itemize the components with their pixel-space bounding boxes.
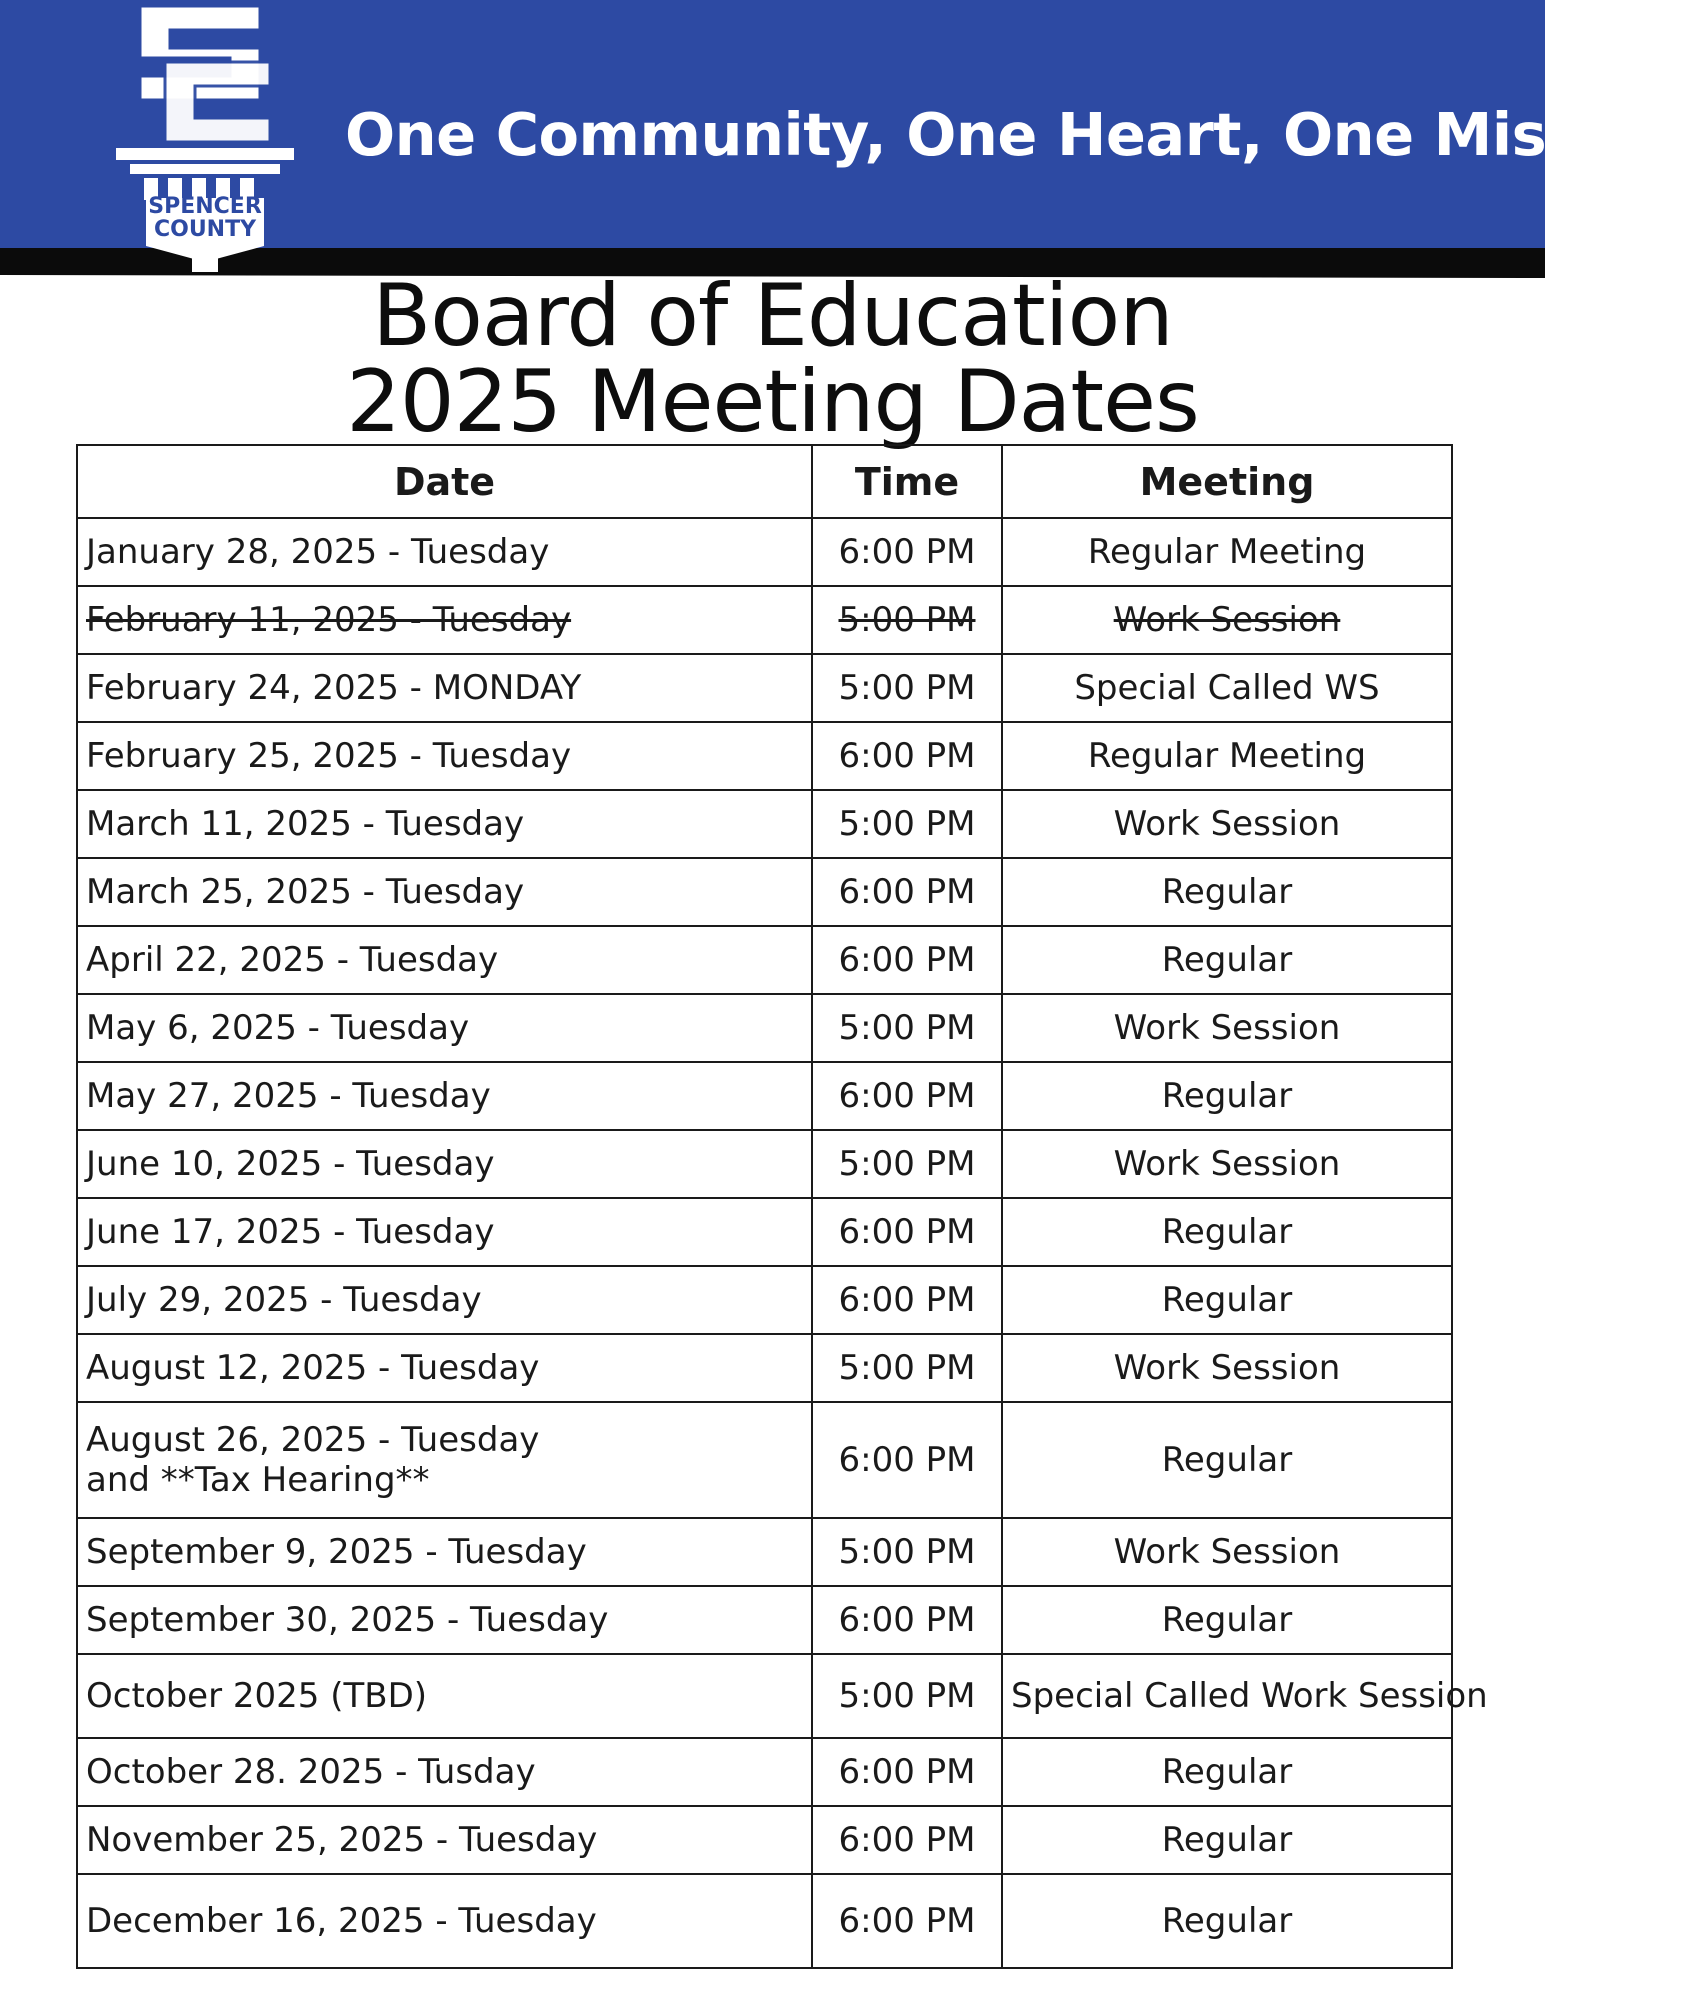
- date-text: September 9, 2025 - Tuesday: [86, 1532, 587, 1572]
- table-row: [77, 1586, 1452, 1654]
- slogan: One Community, One Heart, One Mission: [345, 100, 1682, 169]
- date-text: April 22, 2025 - Tuesday: [86, 940, 499, 980]
- meeting-type-text: Work Session: [1113, 1348, 1341, 1388]
- meeting-type-text: Work Session: [1113, 1144, 1341, 1184]
- meeting-type-text: Work Session: [1113, 600, 1341, 640]
- time-text: 6:00 PM: [838, 1440, 976, 1480]
- time-text: 6:00 PM: [838, 1076, 976, 1116]
- meeting-type-text: Regular: [1161, 1212, 1293, 1252]
- meeting-cell: [1002, 1518, 1452, 1586]
- time-text: 6:00 PM: [838, 872, 976, 912]
- table-row: [77, 1874, 1452, 1968]
- meeting-cell: [1002, 1654, 1488, 1738]
- meeting-type-text: Regular: [1161, 940, 1293, 980]
- meeting-type-text: Regular Meeting: [1087, 736, 1367, 776]
- meeting-type-text: Regular: [1161, 1820, 1293, 1860]
- date-cell: [77, 1518, 812, 1586]
- time-cell: [812, 1518, 1002, 1586]
- date-text: June 17, 2025 - Tuesday: [86, 1212, 495, 1252]
- date-cell: [77, 1062, 812, 1130]
- time-text: 5:00 PM: [838, 1144, 976, 1184]
- spencer-county-logo: [110, 0, 300, 275]
- time-cell: [812, 1738, 1002, 1806]
- time-cell: [812, 586, 1002, 654]
- table-row: [77, 1738, 1452, 1806]
- time-text: 6:00 PM: [838, 1901, 976, 1941]
- time-text: 5:00 PM: [838, 1008, 976, 1048]
- time-text: 6:00 PM: [838, 736, 976, 776]
- meeting-type-text: Regular: [1161, 1752, 1293, 1792]
- meeting-cell: [1002, 1266, 1452, 1334]
- date-cell: [77, 1266, 812, 1334]
- date-text: February 11, 2025 - Tuesday: [86, 600, 572, 640]
- date-cell: [77, 1654, 812, 1738]
- date-text: February 24, 2025 - MONDAY: [86, 668, 582, 708]
- time-cell: [812, 1654, 1002, 1738]
- table-row: [77, 1130, 1452, 1198]
- time-text: 5:00 PM: [838, 804, 976, 844]
- meeting-cell: [1002, 1062, 1452, 1130]
- logo-name-line2: COUNTY: [153, 217, 257, 242]
- meeting-type-text: Regular: [1161, 1280, 1293, 1320]
- meeting-cell: [1002, 790, 1452, 858]
- table-row: [77, 586, 1452, 654]
- meeting-cell: [1002, 1874, 1452, 1968]
- page-title-line1: Board of Education: [372, 266, 1173, 366]
- date-cell: [77, 1874, 812, 1968]
- date-text: May 27, 2025 - Tuesday: [86, 1076, 491, 1116]
- date-text: February 25, 2025 - Tuesday: [86, 736, 572, 776]
- meeting-cell: [1002, 926, 1452, 994]
- time-cell: [812, 1198, 1002, 1266]
- table-row: [77, 1266, 1452, 1334]
- table-header-row: [77, 445, 1452, 518]
- date-text: June 10, 2025 - Tuesday: [86, 1144, 495, 1184]
- date-text: March 25, 2025 - Tuesday: [86, 872, 525, 912]
- meeting-type-text: Regular: [1161, 1901, 1293, 1941]
- time-text: 6:00 PM: [838, 940, 976, 980]
- time-cell: [812, 654, 1002, 722]
- time-cell: [812, 1062, 1002, 1130]
- time-cell: [812, 1806, 1002, 1874]
- date-text: January 28, 2025 - Tuesday: [86, 532, 550, 572]
- date-text: September 30, 2025 - Tuesday: [86, 1600, 609, 1640]
- date-cell: [77, 518, 812, 586]
- logo-name-line1: SPENCER: [148, 194, 262, 219]
- meeting-schedule-table: [76, 444, 1488, 1969]
- time-cell: [812, 1874, 1002, 1968]
- table-row: [77, 790, 1452, 858]
- time-cell: [812, 858, 1002, 926]
- time-text: 5:00 PM: [838, 668, 976, 708]
- meeting-type-text: Regular Meeting: [1087, 532, 1367, 572]
- meeting-type-text: Regular: [1161, 872, 1293, 912]
- time-cell: [812, 1266, 1002, 1334]
- meeting-cell: [1002, 994, 1452, 1062]
- time-text: 6:00 PM: [838, 1820, 976, 1860]
- time-text: 5:00 PM: [838, 600, 976, 640]
- date-cell: [77, 1586, 812, 1654]
- table-row: [77, 926, 1452, 994]
- date-cell: [77, 586, 812, 654]
- column-header-time: Time: [812, 445, 1002, 518]
- table-row: [77, 1198, 1452, 1266]
- meeting-type-text: Special Called WS: [1074, 668, 1380, 708]
- date-cell: [77, 1334, 812, 1402]
- time-text: 6:00 PM: [838, 532, 976, 572]
- meeting-cell: [1002, 518, 1452, 586]
- time-cell: [812, 722, 1002, 790]
- time-cell: [812, 518, 1002, 586]
- table-row: [77, 1806, 1452, 1874]
- date-text: August 26, 2025 - Tuesday: [86, 1420, 540, 1460]
- time-cell: [812, 994, 1002, 1062]
- table-row: [77, 722, 1452, 790]
- time-cell: [812, 1334, 1002, 1402]
- date-text: December 16, 2025 - Tuesday: [86, 1901, 597, 1941]
- table-row: [77, 1334, 1452, 1402]
- date-cell: [77, 1130, 812, 1198]
- table-row: [77, 1518, 1452, 1586]
- date-cell: [77, 1198, 812, 1266]
- date-cell: [77, 654, 812, 722]
- date-note-text: and **Tax Hearing**: [86, 1460, 430, 1500]
- time-cell: [812, 790, 1002, 858]
- time-cell: [812, 1130, 1002, 1198]
- meeting-cell: [1002, 1198, 1452, 1266]
- table-row: [77, 1654, 1452, 1738]
- meeting-cell: [1002, 1130, 1452, 1198]
- date-text: May 6, 2025 - Tuesday: [86, 1008, 470, 1048]
- table-row: [77, 518, 1452, 586]
- meeting-type-text: Regular: [1161, 1600, 1293, 1640]
- meeting-type-text: Special Called Work Session: [1011, 1676, 1488, 1716]
- date-cell: [77, 926, 812, 994]
- date-text: March 11, 2025 - Tuesday: [86, 804, 525, 844]
- date-cell: [77, 858, 812, 926]
- meeting-cell: [1002, 1586, 1452, 1654]
- column-header-date: Date: [77, 445, 812, 518]
- table-row: [77, 1402, 1452, 1518]
- meeting-type-text: Regular: [1161, 1076, 1293, 1116]
- table-row: [77, 654, 1452, 722]
- date-cell: [77, 994, 812, 1062]
- column-header-meeting: Meeting: [1002, 445, 1452, 518]
- date-cell: [77, 790, 812, 858]
- time-text: 5:00 PM: [838, 1676, 976, 1716]
- time-cell: [812, 1402, 1002, 1518]
- date-text: November 25, 2025 - Tuesday: [86, 1820, 598, 1860]
- meeting-cell: [1002, 1402, 1452, 1518]
- date-cell: [77, 1402, 812, 1518]
- page-title-line2: 2025 Meeting Dates: [346, 352, 1199, 452]
- meeting-type-text: Work Session: [1113, 1532, 1341, 1572]
- time-text: 6:00 PM: [838, 1600, 976, 1640]
- table-row: [77, 994, 1452, 1062]
- date-cell: [77, 722, 812, 790]
- date-text: October 28. 2025 - Tusday: [86, 1752, 536, 1792]
- time-text: 6:00 PM: [838, 1752, 976, 1792]
- meeting-cell: [1002, 858, 1452, 926]
- meeting-cell: [1002, 654, 1452, 722]
- table-row: [77, 858, 1452, 926]
- date-text: October 2025 (TBD): [86, 1676, 428, 1716]
- meeting-cell: [1002, 1806, 1452, 1874]
- time-cell: [812, 926, 1002, 994]
- table-row: [77, 1062, 1452, 1130]
- date-text: July 29, 2025 - Tuesday: [86, 1280, 482, 1320]
- meeting-type-text: Work Session: [1113, 1008, 1341, 1048]
- date-cell: [77, 1806, 812, 1874]
- time-text: 5:00 PM: [838, 1348, 976, 1388]
- meeting-cell: [1002, 722, 1452, 790]
- meeting-cell: [1002, 1334, 1452, 1402]
- time-text: 5:00 PM: [838, 1532, 976, 1572]
- time-cell: [812, 1586, 1002, 1654]
- meeting-type-text: Regular: [1161, 1440, 1293, 1480]
- meeting-cell: [1002, 586, 1452, 654]
- time-text: 6:00 PM: [838, 1212, 976, 1252]
- meeting-type-text: Work Session: [1113, 804, 1341, 844]
- date-cell: [77, 1738, 812, 1806]
- date-text: August 12, 2025 - Tuesday: [86, 1348, 540, 1388]
- time-text: 6:00 PM: [838, 1280, 976, 1320]
- meeting-cell: [1002, 1738, 1452, 1806]
